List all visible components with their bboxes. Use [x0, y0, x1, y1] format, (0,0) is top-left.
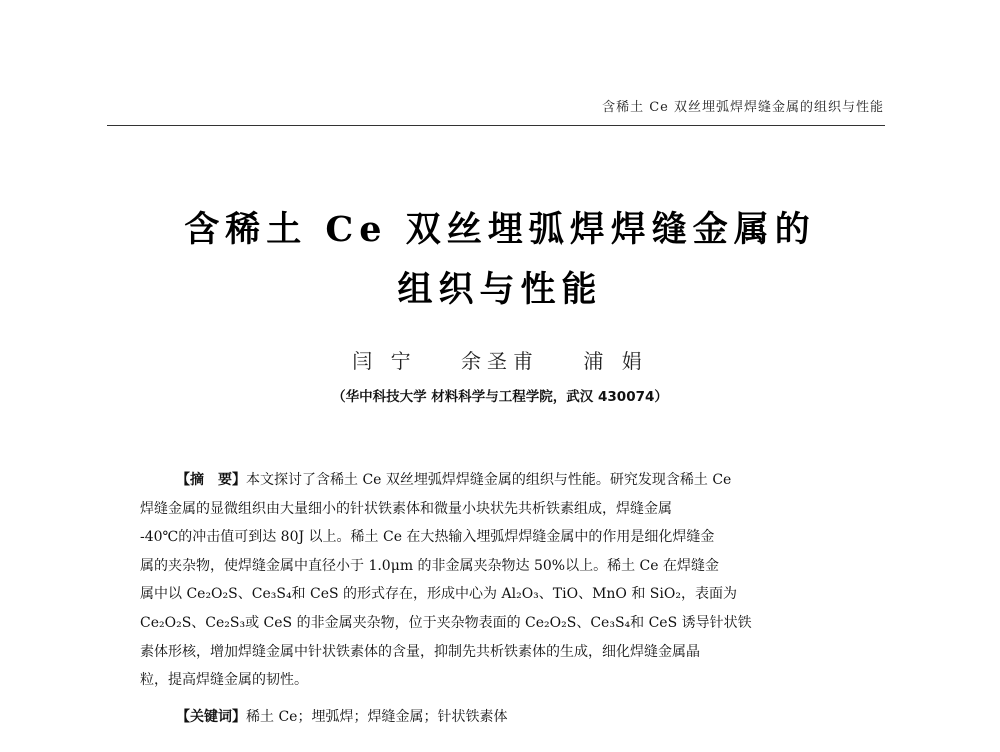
abstract-text: 本文探讨了含稀土 Ce 双丝埋弧焊焊缝金属的组织与性能。研究发现含稀土 Ce [246, 472, 732, 488]
abstract-label: 【摘 要】 [176, 472, 246, 488]
keywords-label: 【关键词】 [176, 709, 246, 725]
abstract-line: Ce₂O₂S、Ce₂S₃或 CeS 的非金属夹杂物，位于夹杂物表面的 Ce₂O₂S、Ce₃S₄和 CeS 诱导针状铁 [140, 614, 752, 631]
abstract-line: 素体形核，增加焊缝金属中针状铁素体的含量，抑制先共析铁素体的生成，细化焊缝金属晶 [140, 643, 700, 660]
author-2: 余圣甫 [461, 349, 539, 373]
abstract-line: 焊缝金属的显微组织由大量细小的针状铁素体和微量小块状先共析铁素组成，焊缝金属 [140, 500, 672, 517]
abstract-line: -40℃的冲击值可到达 80J 以上。稀土 Ce 在大热输入埋弧焊焊缝金属中的作用是细化焊缝金 [140, 529, 715, 546]
running-head: 含稀土 Ce 双丝埋弧焊焊缝金属的组织与性能 [602, 100, 884, 115]
header-rule [107, 125, 885, 126]
abstract-line: 属中以 Ce₂O₂S、Ce₃S₄和 CeS 的形式存在，形成中心为 Al₂O₃、TiO、MnO 和 SiO₂，表面为 [140, 586, 737, 603]
author-1: 闫 宁 [352, 349, 417, 373]
title-line-1: 含稀土 Ce 双丝埋弧焊焊缝金属的 [184, 209, 816, 250]
abstract-line: 属的夹杂物，使焊缝金属中直径小于 1.0μm 的非金属夹杂物达 50%以上。稀土 Ce 在焊缝金 [140, 557, 720, 574]
title-line-2: 组织与性能 [397, 269, 603, 310]
keywords [176, 706, 876, 726]
author-list [0, 345, 1000, 374]
abstract-line: 粒，提高焊缝金属的韧性。 [140, 672, 308, 689]
keywords-text: 稀土 Ce；埋弧焊；焊缝金属；针状铁素体 [246, 709, 508, 725]
affiliation: （华中科技大学 材料科学与工程学院，武汉 430074） [332, 389, 668, 405]
author-3: 浦 娟 [583, 349, 648, 373]
abstract [140, 466, 862, 695]
paper-title [0, 200, 1000, 320]
abstract-line [140, 466, 862, 495]
